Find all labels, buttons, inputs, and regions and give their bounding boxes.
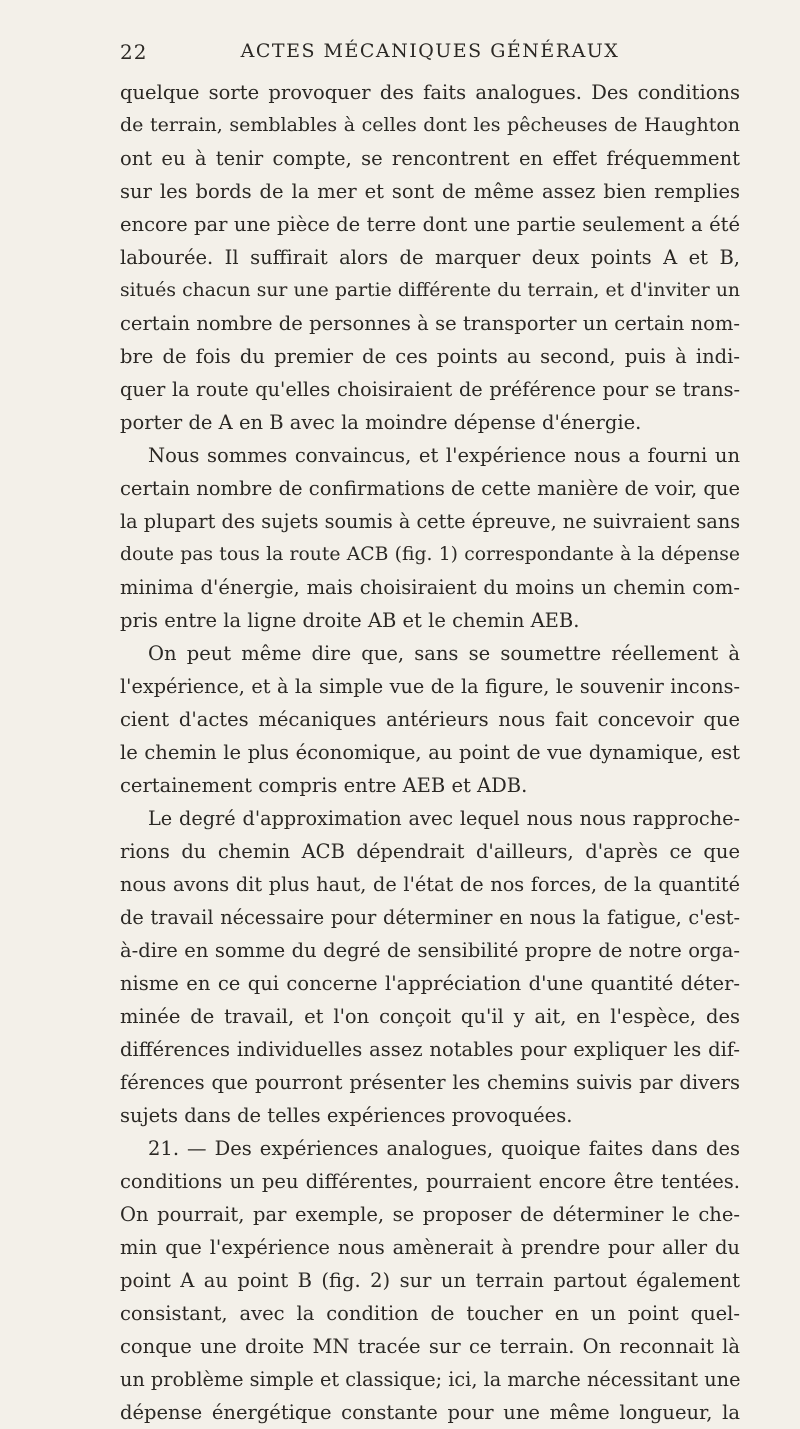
text-line: minima d'énergie, mais choisiraient du moins un chemin com- bbox=[120, 576, 740, 599]
running-title: ACTES MÉCANIQUES GÉNÉRAUX bbox=[240, 40, 620, 62]
text-line: Le degré d'approximation avec lequel nous nous rapproche- bbox=[148, 807, 740, 830]
text-line: labourée. Il suffirait alors de marquer deux points A et B, bbox=[120, 246, 740, 269]
text-line: ont eu à tenir compte, se rencontrent en effet fréquemment bbox=[120, 147, 740, 170]
text-line: certain nombre de confirmations de cette manière de voir, que bbox=[120, 477, 741, 500]
text-line: 21. — Des expériences analogues, quoique faites dans des bbox=[148, 1137, 740, 1160]
text-line: minée de travail, et l'on conçoit qu'il y ait, en l'espèce, des bbox=[120, 1005, 740, 1028]
text-line: dépense énergétique constante pour une même longueur, la bbox=[120, 1401, 740, 1424]
text-line: le chemin le plus économique, au point de vue dynamique, est bbox=[120, 741, 740, 764]
page-header bbox=[120, 40, 740, 66]
text-line: min que l'expérience nous amènerait à prendre pour aller du bbox=[120, 1236, 740, 1259]
text-line: porter de A en B avec la moindre dépense d'énergie. bbox=[120, 411, 642, 434]
text-line: On peut même dire que, sans se soumettre réellement à bbox=[148, 642, 740, 665]
text-line: consistant, avec la condition de toucher en un point quel- bbox=[120, 1302, 740, 1325]
text-line: de travail nécessaire pour déterminer en nous la fatigue, c'est- bbox=[120, 906, 740, 929]
text-line: rions du chemin ACB dépendrait d'ailleurs, d'après ce que bbox=[120, 840, 740, 863]
text-line: conque une droite MN tracée sur ce terrain. On reconnait là bbox=[120, 1335, 740, 1358]
text-line: différences individuelles assez notables pour expliquer les dif- bbox=[120, 1038, 740, 1061]
text-line: certainement compris entre AEB et ADB. bbox=[120, 774, 528, 797]
text-line: quelque sorte provoquer des faits analogues. Des conditions bbox=[120, 81, 740, 104]
text-line: conditions un peu différentes, pourraient encore être tentées. bbox=[120, 1170, 740, 1193]
text-line: la plupart des sujets soumis à cette épreuve, ne suivraient sans bbox=[120, 510, 741, 533]
text-line: cient d'actes mécaniques antérieurs nous fait concevoir que bbox=[120, 708, 740, 731]
text-line: nous avons dit plus haut, de l'état de nos forces, de la quantité bbox=[120, 873, 740, 896]
text-line: l'expérience, et à la simple vue de la figure, le souvenir incons- bbox=[120, 675, 740, 698]
text-line: pris entre la ligne droite AB et le chemin AEB. bbox=[120, 609, 580, 632]
text-line: situés chacun sur une partie différente du terrain, et d'inviter un bbox=[120, 280, 740, 301]
text-line: bre de fois du premier de ces points au second, puis à indi- bbox=[120, 345, 740, 368]
text-line: On pourrait, par exemple, se proposer de déterminer le che- bbox=[120, 1203, 740, 1226]
text-line: de terrain, semblables à celles dont les pêcheuses de Haughton bbox=[120, 114, 740, 136]
text-line: encore par une pièce de terre dont une partie seulement a été bbox=[120, 213, 740, 236]
page-number: 22 bbox=[120, 40, 148, 64]
text-line: sur les bords de la mer et sont de même assez bien remplies bbox=[120, 180, 740, 203]
text-line: point A au point B (fig. 2) sur un terrain partout également bbox=[120, 1269, 740, 1292]
text-line: quer la route qu'elles choisiraient de préférence pour se trans- bbox=[120, 378, 740, 401]
text-line: à-dire en somme du degré de sensibilité propre de notre orga- bbox=[120, 939, 740, 962]
text-line: nisme en ce qui concerne l'appréciation d'une quantité déter- bbox=[120, 972, 740, 995]
body-text bbox=[120, 76, 740, 1429]
text-line: doute pas tous la route ACB (fig. 1) correspondante à la dépense bbox=[120, 544, 740, 565]
text-line: certain nombre de personnes à se transporter un certain nom- bbox=[120, 312, 740, 335]
text-line: Nous sommes convaincus, et l'expérience nous a fourni un bbox=[148, 444, 740, 467]
text-line: un problème simple et classique; ici, la marche nécessitant une bbox=[120, 1368, 741, 1391]
text-line: sujets dans de telles expériences provoquées. bbox=[120, 1104, 573, 1127]
text-line: férences que pourront présenter les chemins suivis par divers bbox=[120, 1071, 740, 1094]
